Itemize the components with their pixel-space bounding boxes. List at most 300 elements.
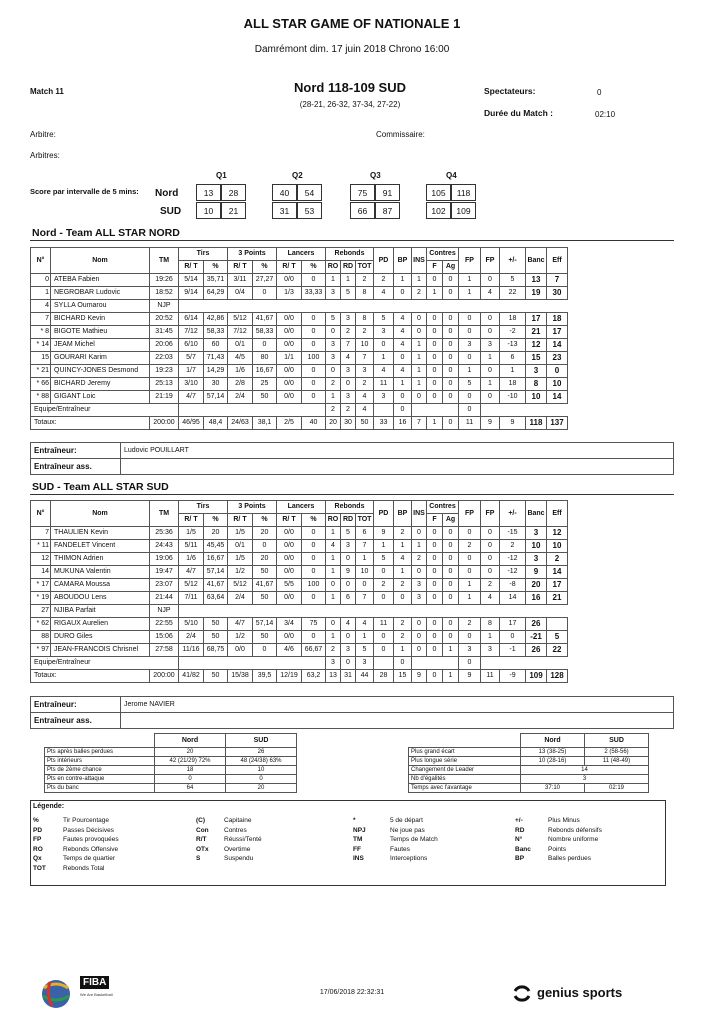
player-cell: 8	[481, 618, 500, 631]
player-cell: 1	[326, 631, 341, 644]
player-cell: 0	[394, 391, 412, 404]
player-row	[31, 631, 568, 644]
col-n: N°	[31, 501, 51, 527]
equipe-cell	[277, 404, 326, 417]
player-cell: ATEBA Fabien	[51, 274, 150, 287]
player-cell: 26	[526, 644, 547, 657]
sud-interval-score: 102	[426, 202, 451, 219]
summary-cell: 26	[226, 748, 297, 757]
totals-cell: 63,2	[302, 670, 326, 683]
player-cell: 66,67	[302, 644, 326, 657]
player-cell: 41,67	[253, 579, 277, 592]
player-cell: 2	[459, 618, 481, 631]
player-cell: 0/1	[228, 339, 253, 352]
col-n: N°	[31, 248, 51, 274]
totals-cell: 12/19	[277, 670, 302, 683]
equipe-cell: Equipe/Entraîneur	[31, 404, 179, 417]
player-cell: BICHARD Kevin	[51, 313, 150, 326]
player-cell: 2/4	[228, 391, 253, 404]
spectators-value: 0	[597, 88, 602, 97]
equipe-cell: 0	[394, 657, 412, 670]
col-rebonds: Rebonds	[326, 248, 374, 261]
player-cell: 9	[526, 566, 547, 579]
player-cell: 14	[547, 339, 568, 352]
player-cell: 2	[326, 378, 341, 391]
summary-row	[409, 748, 649, 757]
player-cell: 0	[412, 631, 427, 644]
summary-cell: Plus longue série	[409, 757, 521, 766]
player-cell: 27,27	[253, 274, 277, 287]
nord-interval-score: 28	[221, 184, 246, 201]
player-cell	[326, 605, 341, 618]
player-cell: 0/0	[277, 540, 302, 553]
summary-team1-header: Nord	[155, 734, 226, 748]
player-cell: 6/14	[179, 313, 204, 326]
col-lancers: Lancers	[277, 248, 326, 261]
summary-row	[409, 766, 649, 775]
player-cell: 33,33	[302, 287, 326, 300]
coach-name: Ludovic POUILLART	[121, 443, 674, 459]
summary-cell: Plus grand écart	[409, 748, 521, 757]
player-cell: 0	[326, 365, 341, 378]
player-cell: 11/16	[179, 644, 204, 657]
coach-label: Entraîneur:	[31, 697, 121, 713]
col-ins: INS	[412, 248, 427, 274]
print-timestamp: 17/06/2018 22:32:31	[319, 989, 385, 996]
player-cell: 7/12	[179, 326, 204, 339]
col-contres: Contres	[427, 248, 459, 261]
player-cell: 0	[302, 592, 326, 605]
player-cell: 0	[326, 618, 341, 631]
player-row	[31, 339, 568, 352]
player-cell: 0	[481, 540, 500, 553]
totals-cell: 28	[374, 670, 394, 683]
equipe-cell	[412, 657, 427, 670]
totals-cell: 44	[356, 670, 374, 683]
player-cell	[341, 300, 356, 313]
player-row	[31, 527, 568, 540]
player-cell: 80	[253, 352, 277, 365]
player-cell: 3	[374, 391, 394, 404]
col-pct: %	[253, 514, 277, 527]
player-cell: 1/2	[228, 631, 253, 644]
player-cell: 2	[394, 618, 412, 631]
assistant-coach-label: Entraîneur ass.	[31, 713, 121, 729]
sud-interval-score: 53	[297, 202, 322, 219]
col-nom: Nom	[51, 248, 150, 274]
player-cell: 4/7	[228, 618, 253, 631]
equipe-cell	[179, 404, 228, 417]
player-cell: 0	[443, 326, 459, 339]
team2-label: SUD	[160, 206, 182, 217]
player-cell: 25:36	[150, 527, 179, 540]
player-cell: SYLLA Oumarou	[51, 300, 150, 313]
summary-row	[45, 757, 297, 766]
player-cell: 41,67	[253, 313, 277, 326]
totals-cell: 128	[547, 670, 568, 683]
referee-label: Arbitre:	[30, 130, 56, 139]
summary-cell: 20	[155, 748, 226, 757]
player-cell: 0	[443, 352, 459, 365]
summary-cell: 0	[155, 775, 226, 784]
summary-row	[45, 766, 297, 775]
player-cell: 0	[443, 287, 459, 300]
player-cell: 0	[481, 391, 500, 404]
player-cell: 2	[356, 274, 374, 287]
player-cell: 0	[459, 391, 481, 404]
player-cell: 0/0	[277, 378, 302, 391]
player-cell: THIMON Adrien	[51, 553, 150, 566]
player-row	[31, 326, 568, 339]
col-rt: R/ T	[228, 514, 253, 527]
player-cell: NEGROBAR Ludovic	[51, 287, 150, 300]
summary-team2-header: SUD	[226, 734, 297, 748]
player-row	[31, 313, 568, 326]
genius-sports-icon	[512, 983, 532, 1003]
player-cell: 0	[427, 391, 443, 404]
player-cell: 1	[412, 378, 427, 391]
player-row	[31, 274, 568, 287]
player-cell: 19:26	[150, 274, 179, 287]
totals-cell: 2/5	[277, 417, 302, 430]
player-cell: 22:55	[150, 618, 179, 631]
player-cell: 2	[500, 540, 526, 553]
totals-cell: 39,5	[253, 670, 277, 683]
player-cell: 3	[356, 365, 374, 378]
player-cell: 2	[356, 378, 374, 391]
player-cell	[500, 605, 526, 618]
player-cell: 0	[481, 313, 500, 326]
totals-cell: 15/38	[228, 670, 253, 683]
player-cell: * 11	[31, 540, 51, 553]
player-cell: 7/12	[228, 326, 253, 339]
player-cell: NJP	[150, 605, 179, 618]
player-cell	[277, 605, 302, 618]
player-cell: 1	[31, 287, 51, 300]
player-cell: 0	[443, 339, 459, 352]
equipe-cell: 3	[326, 657, 341, 670]
player-cell: 4	[394, 365, 412, 378]
player-cell: 5	[356, 644, 374, 657]
player-cell: 4	[341, 352, 356, 365]
player-cell: 18	[547, 313, 568, 326]
player-cell: 17	[500, 618, 526, 631]
team1-title: Nord - Team ALL STAR NORD	[32, 227, 180, 239]
player-cell: 0	[443, 378, 459, 391]
player-cell: 10	[356, 339, 374, 352]
player-cell: 5/7	[179, 352, 204, 365]
player-cell: 10	[547, 378, 568, 391]
genius-sports-logo: genius sports	[537, 985, 623, 1000]
player-cell: 17	[547, 579, 568, 592]
legend-abbr: N°	[515, 836, 523, 844]
player-cell: 3	[526, 553, 547, 566]
nord-interval-score: 75	[350, 184, 375, 201]
player-cell: 0	[412, 618, 427, 631]
player-cell: 1	[326, 391, 341, 404]
summary-cell: Nb d'égalités	[409, 775, 521, 784]
col-nom: Nom	[51, 501, 150, 527]
player-cell: 26	[526, 618, 547, 631]
player-cell: 0	[459, 352, 481, 365]
player-cell	[481, 300, 500, 313]
player-cell	[481, 605, 500, 618]
player-cell: 0	[302, 553, 326, 566]
equipe-cell	[481, 657, 500, 670]
player-cell	[356, 605, 374, 618]
player-cell: 3/4	[277, 618, 302, 631]
legend-abbr: NPJ	[353, 826, 366, 834]
duration-value: 02:10	[595, 110, 616, 119]
col-f: F	[427, 514, 443, 527]
player-cell: 0	[427, 631, 443, 644]
player-cell: BIGOTE Mathieu	[51, 326, 150, 339]
player-cell: 2	[394, 579, 412, 592]
player-cell: 1	[481, 352, 500, 365]
player-cell: 0	[341, 631, 356, 644]
player-cell: 23:07	[150, 579, 179, 592]
col-pd: PD	[374, 501, 394, 527]
nord-interval-score: 118	[451, 184, 476, 201]
player-cell: 0	[326, 326, 341, 339]
duration-label: Durée du Match :	[484, 108, 553, 118]
referees-label: Arbitres:	[30, 151, 60, 160]
player-cell: 0	[302, 527, 326, 540]
player-cell: 0	[302, 274, 326, 287]
totals-cell: 0	[427, 670, 443, 683]
summary-cell: 11 (48-49)	[585, 757, 649, 766]
player-cell: 0	[427, 644, 443, 657]
player-row	[31, 365, 568, 378]
legend-abbr: Con	[196, 826, 209, 834]
player-cell: 0	[302, 378, 326, 391]
sud-interval-score: 31	[272, 202, 297, 219]
player-cell: 11	[374, 618, 394, 631]
player-cell: 0	[459, 326, 481, 339]
player-cell: 6	[356, 527, 374, 540]
player-cell: 12	[526, 339, 547, 352]
player-cell: * 62	[31, 618, 51, 631]
player-cell: 0	[374, 631, 394, 644]
player-cell: 16,67	[204, 553, 228, 566]
legend-desc: Rebonds Total	[63, 865, 105, 872]
player-cell: 0	[412, 566, 427, 579]
legend-desc: Réussi/Tenté	[224, 836, 262, 844]
player-cell: 0	[481, 566, 500, 579]
player-cell: 1	[459, 287, 481, 300]
player-cell: 2	[356, 326, 374, 339]
totals-cell: 118	[526, 417, 547, 430]
totals-row	[31, 670, 568, 683]
player-cell: 7	[356, 352, 374, 365]
player-cell: 1/7	[179, 365, 204, 378]
player-cell: 42,86	[204, 313, 228, 326]
totals-cell: 13	[326, 670, 341, 683]
player-cell: 10	[547, 540, 568, 553]
player-cell: 8	[356, 313, 374, 326]
player-cell	[547, 300, 568, 313]
team2-stats-table	[30, 500, 568, 683]
legend-abbr: (C)	[196, 817, 206, 824]
player-cell: 0/0	[277, 592, 302, 605]
q2-label: Q2	[292, 171, 303, 180]
col-fp: FP	[459, 501, 481, 527]
nord-interval-score: 91	[375, 184, 400, 201]
player-cell: 9/14	[179, 287, 204, 300]
assistant-coach-value	[121, 459, 674, 475]
equipe-cell	[179, 657, 228, 670]
totals-cell: 0	[443, 417, 459, 430]
col-tot: TOT	[356, 514, 374, 527]
player-cell: 1/6	[228, 365, 253, 378]
player-cell: 30	[204, 378, 228, 391]
col-tirs: Tirs	[179, 248, 228, 261]
summary-cell: 37:10	[521, 784, 585, 793]
player-cell: 57,14	[204, 566, 228, 579]
equipe-cell: 4	[356, 404, 374, 417]
player-cell: 0	[500, 631, 526, 644]
player-row	[31, 540, 568, 553]
summary-team2-header: SUD	[585, 734, 649, 748]
coach-name: Jerome NAVIER	[121, 697, 674, 713]
player-cell: 0	[253, 339, 277, 352]
player-cell: 0	[427, 378, 443, 391]
player-cell: 0	[427, 540, 443, 553]
col-rd: RD	[341, 514, 356, 527]
nord-interval-score: 13	[196, 184, 221, 201]
player-cell: 0	[302, 566, 326, 579]
player-cell: 1	[481, 631, 500, 644]
legend-desc: Passes Décisives	[63, 826, 114, 834]
player-cell: 1	[341, 274, 356, 287]
player-cell	[443, 605, 459, 618]
player-cell: 1	[356, 553, 374, 566]
player-cell: 2/4	[179, 631, 204, 644]
player-cell: 4	[394, 339, 412, 352]
col-bp: BP	[394, 248, 412, 274]
summary-blank	[45, 734, 155, 748]
player-cell: 17	[526, 313, 547, 326]
player-cell	[526, 300, 547, 313]
summary-right-table	[408, 733, 649, 793]
player-cell: 6/10	[179, 339, 204, 352]
player-cell: 50	[253, 566, 277, 579]
player-cell: 1	[394, 274, 412, 287]
player-cell: 7/11	[179, 592, 204, 605]
player-cell: FANDELET Vincent	[51, 540, 150, 553]
player-cell: 5/12	[228, 579, 253, 592]
player-cell: 1	[412, 365, 427, 378]
player-cell: 5	[459, 378, 481, 391]
player-cell: 3	[341, 365, 356, 378]
legend-desc: Capitaine	[224, 817, 252, 824]
player-cell: 2	[459, 540, 481, 553]
totals-cell: 48,4	[204, 417, 228, 430]
player-cell: 0/4	[228, 287, 253, 300]
player-row	[31, 579, 568, 592]
player-cell	[228, 300, 253, 313]
player-cell: 12	[31, 553, 51, 566]
sud-interval-score: 66	[350, 202, 375, 219]
player-cell: 0	[302, 313, 326, 326]
fiba-tagline: We Are Basketball	[80, 992, 113, 997]
col-ro: RO	[326, 514, 341, 527]
legend-desc: Balles perdues	[548, 855, 591, 863]
player-cell: 0	[443, 579, 459, 592]
player-cell: JEAN-FRANCOIS Chrisnel	[51, 644, 150, 657]
player-cell: 60	[204, 339, 228, 352]
equipe-cell: Equipe/Entraîneur	[31, 657, 179, 670]
player-cell: 0	[253, 644, 277, 657]
player-cell: 1	[394, 540, 412, 553]
legend-abbr: Banc	[515, 845, 531, 853]
player-cell: 0	[374, 566, 394, 579]
player-cell: 57,14	[204, 391, 228, 404]
player-cell: 7	[31, 313, 51, 326]
sud-interval-score: 10	[196, 202, 221, 219]
summary-cell: 02:19	[585, 784, 649, 793]
coach-label: Entraîneur:	[31, 443, 121, 459]
summary-cell: 10	[226, 766, 297, 775]
player-cell: -1	[500, 644, 526, 657]
player-cell: 0/0	[277, 566, 302, 579]
player-cell: 7	[547, 274, 568, 287]
player-cell: 0	[427, 592, 443, 605]
player-cell: DURO Giles	[51, 631, 150, 644]
player-cell: 0	[427, 352, 443, 365]
player-cell: 0/0	[277, 527, 302, 540]
player-cell: 3	[412, 579, 427, 592]
player-cell: 3	[341, 540, 356, 553]
player-cell: 3	[326, 287, 341, 300]
player-cell: 14	[547, 391, 568, 404]
equipe-cell	[427, 657, 459, 670]
player-cell: CAMARA Moussa	[51, 579, 150, 592]
summary-cell: 42 (21/29) 72%	[155, 757, 226, 766]
totals-cell: 30	[341, 417, 356, 430]
player-cell: 0	[302, 540, 326, 553]
player-cell: * 17	[31, 579, 51, 592]
player-cell: 0	[253, 287, 277, 300]
legend-abbr: +/-	[515, 817, 523, 824]
col-ag: Ag	[443, 261, 459, 274]
player-cell: 0	[394, 592, 412, 605]
player-cell: 6	[341, 592, 356, 605]
equipe-cell	[374, 404, 394, 417]
player-cell: 4	[31, 300, 51, 313]
player-cell: 88	[31, 631, 51, 644]
summary-blank	[409, 734, 521, 748]
totals-cell: 40	[302, 417, 326, 430]
legend-desc: Ne joue pas	[390, 826, 425, 834]
player-cell	[356, 300, 374, 313]
col-banc: Banc	[526, 248, 547, 274]
player-cell: 7	[356, 540, 374, 553]
player-cell: 22	[500, 287, 526, 300]
totals-cell: 11	[459, 417, 481, 430]
player-cell: 0	[427, 618, 443, 631]
player-cell: * 88	[31, 391, 51, 404]
player-cell: RIGAUX Aurelien	[51, 618, 150, 631]
player-cell: 25	[253, 378, 277, 391]
player-cell: 16,67	[253, 365, 277, 378]
player-cell: 0	[374, 644, 394, 657]
legend-abbr: OTx	[196, 845, 209, 853]
player-cell: 7	[341, 339, 356, 352]
player-cell: 3	[341, 644, 356, 657]
summary-cell: Pts intérieurs	[45, 757, 155, 766]
col-eff: Eff	[547, 248, 568, 274]
